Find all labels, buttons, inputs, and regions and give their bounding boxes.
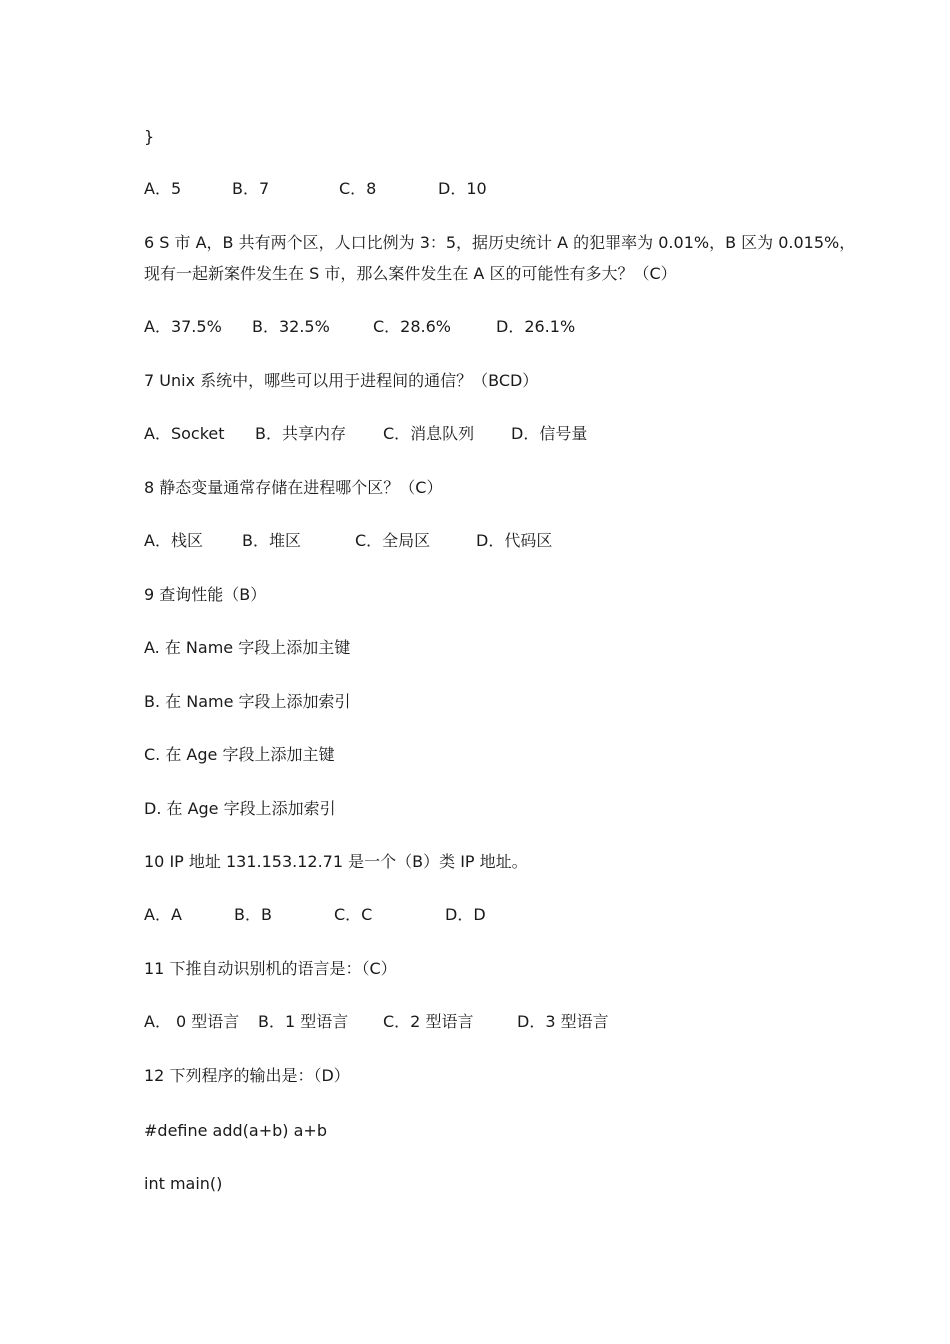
options-q8 (144, 530, 604, 552)
options-q5 (144, 178, 544, 200)
option-c: C．C (334, 905, 373, 924)
code-line-define: #define add(a+b) a+b (144, 1121, 327, 1140)
closing-brace: } (144, 127, 155, 146)
option-b: B．1 型语言 (258, 1012, 349, 1031)
option-a: A． 0 型语言 (144, 1012, 240, 1031)
question-9-option-a: A. 在 Name 字段上添加主键 (144, 638, 351, 657)
question-9-option-b: B. 在 Name 字段上添加索引 (144, 692, 351, 711)
option-d: D．D (445, 905, 486, 924)
option-d: D．10 (438, 179, 487, 198)
option-a: A．A (144, 905, 182, 924)
option-d: D．26.1% (496, 317, 576, 336)
code-line-main: int main() (144, 1174, 223, 1193)
question-8: 8 静态变量通常存储在进程哪个区？（C） (144, 478, 443, 497)
option-a: A．Socket (144, 424, 225, 443)
option-d: D．3 型语言 (517, 1012, 609, 1031)
question-9-option-c: C. 在 Age 字段上添加主键 (144, 745, 335, 764)
option-a: A．栈区 (144, 531, 203, 550)
question-6-line-2: 现有一起新案件发生在 S 市，那么案件发生在 A 区的可能性有多大？（C） (144, 264, 677, 283)
option-c: C．2 型语言 (383, 1012, 474, 1031)
options-q11 (144, 1011, 624, 1033)
option-d: D．信号量 (511, 424, 588, 443)
option-b: B．7 (232, 179, 270, 198)
options-q6 (144, 316, 604, 338)
option-b: B．B (234, 905, 272, 924)
question-9: 9 查询性能（B） (144, 585, 267, 604)
question-10: 10 IP 地址 131.153.12.71 是一个（B）类 IP 地址。 (144, 852, 528, 871)
options-q10 (144, 904, 544, 926)
question-11: 11 下推自动识别机的语言是：（C） (144, 959, 397, 978)
option-c: C．8 (339, 179, 377, 198)
option-c: C．全局区 (355, 531, 431, 550)
option-b: B．32.5% (252, 317, 330, 336)
option-c: C．28.6% (373, 317, 452, 336)
option-b: B．共享内存 (255, 424, 346, 443)
option-c: C．消息队列 (383, 424, 475, 443)
question-7: 7 Unix 系统中，哪些可以用于进程间的通信？（BCD） (144, 371, 539, 390)
options-q7 (144, 423, 604, 445)
option-a: A．5 (144, 179, 182, 198)
question-12: 12 下列程序的输出是：（D） (144, 1066, 350, 1085)
question-6-line-1: 6 S 市 A，B 共有两个区，人口比例为 3：5，据历史统计 A 的犯罪率为 0.01%，B 区为 0.015%， (144, 233, 856, 252)
option-d: D．代码区 (476, 531, 553, 550)
option-a: A．37.5% (144, 317, 222, 336)
question-9-option-d: D. 在 Age 字段上添加索引 (144, 799, 336, 818)
option-b: B．堆区 (242, 531, 301, 550)
